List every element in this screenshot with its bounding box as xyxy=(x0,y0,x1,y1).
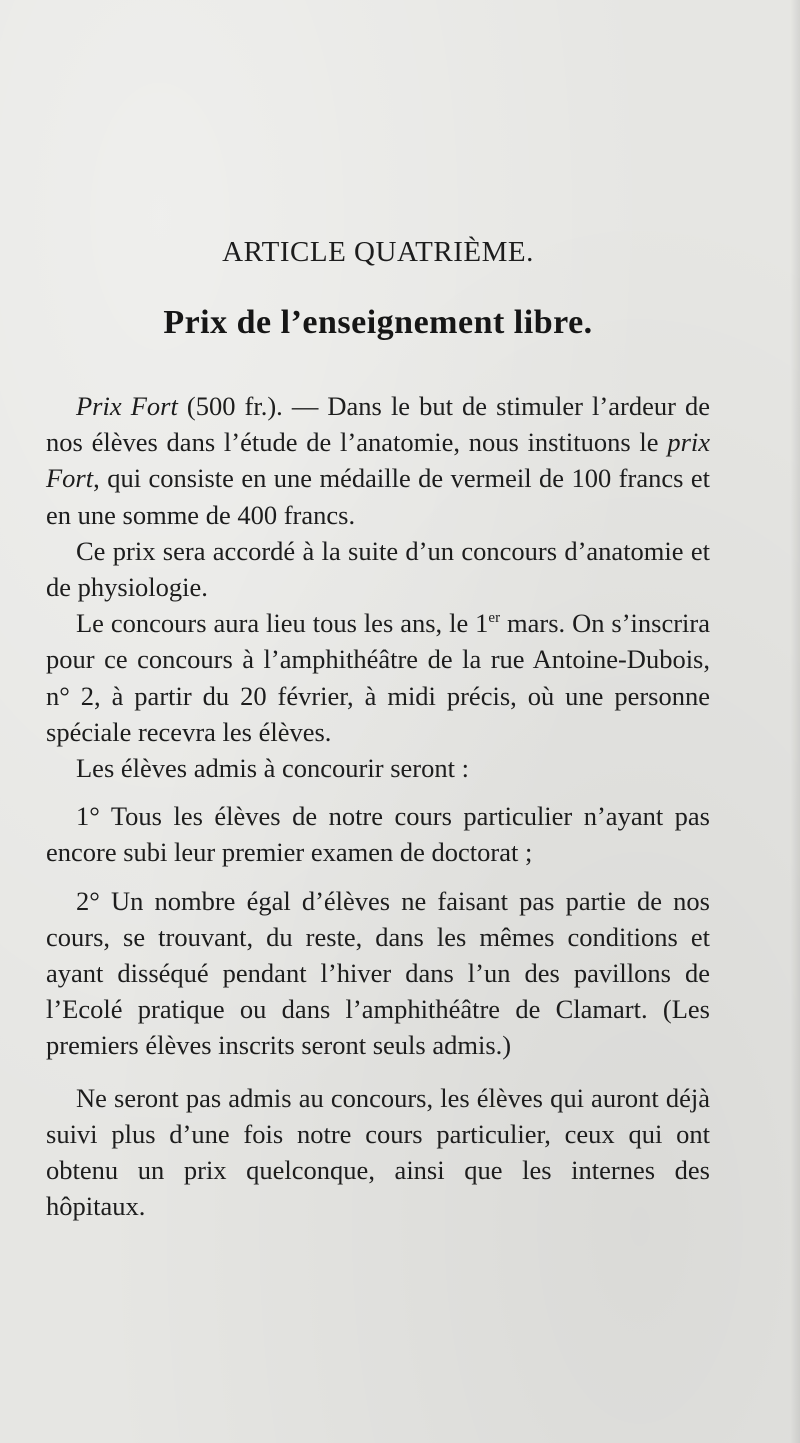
paragraph-concours-date xyxy=(46,605,710,750)
paragraph-text: Les élèves admis à concourir seront : xyxy=(76,753,469,784)
paragraph-text: Le concours aura lieu tous les ans, le 1 xyxy=(76,608,489,639)
paragraph-text: Ce prix sera accordé à la suite d’un concours d’anatomie et de physiologie. xyxy=(46,535,710,603)
paragraph-item-2 xyxy=(46,883,710,1064)
prix-fort-inline: prix Fort xyxy=(46,427,710,494)
paragraph-eleves-admis xyxy=(46,750,710,786)
paragraph-text: 2° Un nombre égal d’élèves ne faisant pas partie de nos cours, se trouvant, du reste, dans les mêmes conditions et ayant disséqué pendant l’hiver dans l’un des pavillons de l’Ecolé pratique ou dans l’amphithéâtre de Clamart. (Les premiers élèves inscrits seront seuls admis.) xyxy=(46,885,710,1061)
paragraph-text: 1° Tous les élèves de notre cours particulier n’ayant pas encore subi leur premier examen de doctorat ; xyxy=(46,801,710,868)
paragraph-prix-fort xyxy=(46,388,710,533)
body-text xyxy=(46,388,710,1224)
prix-fort-lead: Prix Fort xyxy=(76,391,178,421)
paragraph-text: (500 fr.). — Dans le but de stimuler l’ardeur de nos élèves dans l’étude de l’anatomie, nous instituons le xyxy=(46,391,710,458)
paragraph-text: mars. On s’inscrira pour ce concours à l’amphithéâtre de la rue Antoine-Dubois, n° 2, à partir du 20 février, à midi précis, où une personne spéciale recevra les élèves. xyxy=(46,608,711,747)
paragraph-text: , qui consiste en une médaille de vermeil de 100 francs et en une somme de 400 francs. xyxy=(46,463,710,530)
page-edge-shadow xyxy=(790,0,800,1443)
paragraph-prix-accorde xyxy=(46,533,710,605)
article-heading: ARTICLE QUATRIÈME. xyxy=(222,236,534,268)
paragraph-item-1 xyxy=(46,798,710,870)
superscript-er: er xyxy=(488,610,501,627)
paragraph-text: Ne seront pas admis au concours, les élèves qui auront déjà suivi plus d’une fois notre cours particulier, ceux qui ont obtenu un prix quelconque, ainsi que les internes des hôpitaux. xyxy=(46,1082,710,1222)
section-heading: Prix de l’enseignement libre. xyxy=(163,304,593,341)
paragraph-non-admis xyxy=(46,1080,710,1225)
